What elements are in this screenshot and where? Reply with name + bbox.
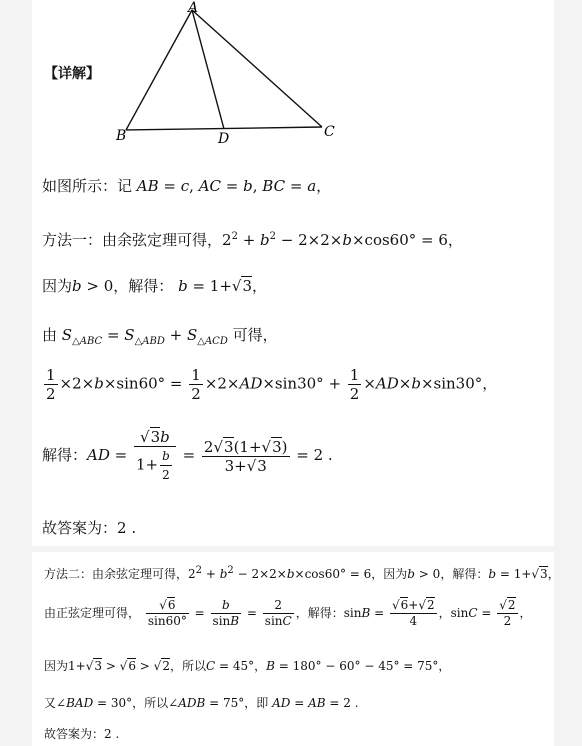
vertex-b: B [116,128,127,144]
triangle-diagram [110,0,350,150]
method2-line-5: 故答案为：2 . [44,727,120,741]
line-5: $\frac{1}{2}$ ×2×b×sin60° = $\frac{1}{2}$ ×2×AD×sin30° + $\frac{1}{2}$ ×AD×b×sin30°， [46,366,498,403]
vertex-d: D [218,131,230,147]
line-4: 由 $S_{\triangle ABC} = S_{\triangle ABD} + S_{\triangle ACD}$ 可得， [42,326,278,347]
line-3: 因为b > 0，解得： b = 1+√3， [42,277,268,295]
line-7: 故答案为：2 . [42,519,137,537]
section-label: 【详解】 [44,66,100,82]
line-1: 如图所示：记 AB = c, AC = b, BC = a， [42,177,332,195]
method2-line-3: 因为1+√3 > √6 > √2，所以C = 45°，B = 180° − 60° − 45° = 75°， [44,659,451,673]
method2-line-4: 又∠BAD = 30°，所以∠ADB = 75°，即 AD = AB = 2 . [44,696,359,710]
section-divider [32,546,554,552]
vertex-a: A [188,0,199,16]
line-2: 方法一：由余弦定理可得，$2^2 + b^2 - 2\times 2\times b\times\cos 60^\circ = 6$， [42,231,463,249]
method2-line-2: 由正弦定理可得， $\frac{√6}{\sin 60^\circ}$ = $\frac{b}{\sin B}$ = $\frac{2}{\sin C}$ ，解得：sinB = $\frac{√6+√2}{4}$ ，sinC = $\frac{√2}{2}$ ， [44,598,532,628]
method2-line-1: 方法二：由余弦定理可得，$2^2 + b^2 - 2\times 2\times b\times\cos 60^\circ = 6$，因为b > 0，解得：b = 1+√3， [44,565,560,581]
vertex-c: C [324,124,335,140]
line-6: 解得：AD = √3b 1+ $\frac{b}{2}$ = $\frac{2√3(1+√3)}{3+√3}$ = 2 . [42,428,333,482]
